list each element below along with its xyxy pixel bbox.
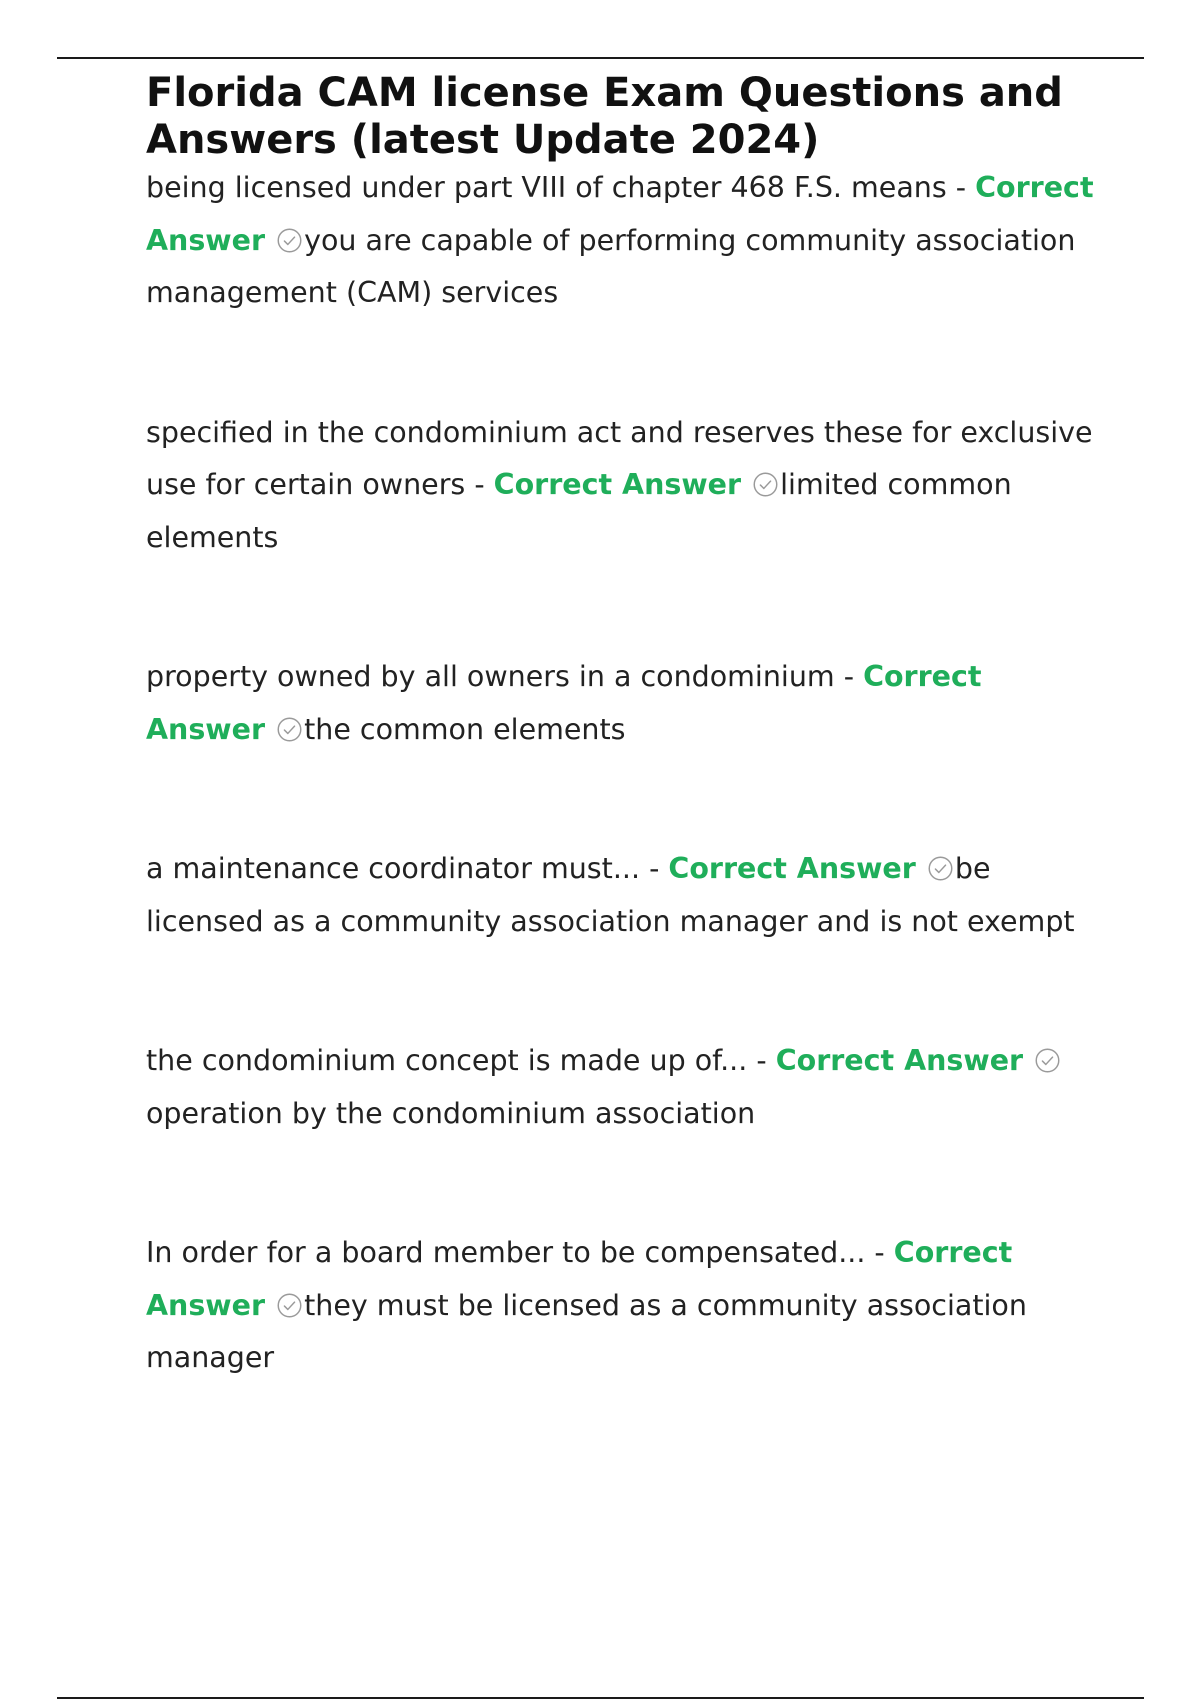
correct-answer-label: Correct Answer: [146, 1236, 1013, 1322]
answer-text: you are capable of performing community association management (CAM) services: [146, 223, 1076, 309]
correct-answer-label: Correct Answer: [668, 852, 916, 885]
question-text: being licensed under part VIII of chapter 468 F.S. means -: [146, 171, 976, 204]
question-text: a maintenance coordinator must... -: [146, 852, 669, 885]
correct-answer-label: Correct Answer: [146, 660, 982, 746]
answer-text: the common elements: [304, 712, 626, 746]
answer-text: limited common elements: [146, 468, 1012, 554]
check-circle-icon: [276, 1292, 303, 1319]
qa-item: [146, 843, 1096, 948]
check-circle-icon: [1034, 1047, 1061, 1074]
qa-item: [146, 1035, 1096, 1140]
bottom-rule: [57, 1697, 1144, 1699]
check-circle-icon: [927, 855, 954, 882]
question-text: property owned by all owners in a condominium -: [146, 660, 864, 693]
check-circle-icon: [276, 716, 303, 743]
qa-item: [146, 1227, 1096, 1385]
answer-text: operation by the condominium association: [146, 1096, 756, 1130]
correct-answer-label: Correct Answer: [493, 468, 742, 501]
correct-answer-label: Correct Answer: [146, 171, 1094, 257]
answer-text: they must be licensed as a community association manager: [146, 1288, 1027, 1374]
qa-item: [146, 407, 1096, 565]
check-circle-icon: [276, 227, 303, 254]
qa-list: [146, 162, 1096, 1385]
question-text: specified in the condominium act and reserves these for exclusive use for certain owners -: [146, 415, 1093, 501]
question-text: In order for a board member to be compensated... -: [146, 1236, 894, 1269]
qa-item: [146, 162, 1096, 320]
check-circle-icon: [752, 471, 779, 498]
qa-item: [146, 651, 1096, 756]
top-rule: [57, 57, 1144, 59]
correct-answer-label: Correct Answer: [775, 1044, 1024, 1077]
answer-text: be licensed as a community association manager and is not exempt: [146, 852, 1075, 938]
document-body: [146, 70, 1096, 1385]
document-title: Florida CAM license Exam Questions and Answers (latest Update 2024): [146, 70, 1063, 163]
question-text: the condominium concept is made up of... -: [146, 1044, 776, 1077]
